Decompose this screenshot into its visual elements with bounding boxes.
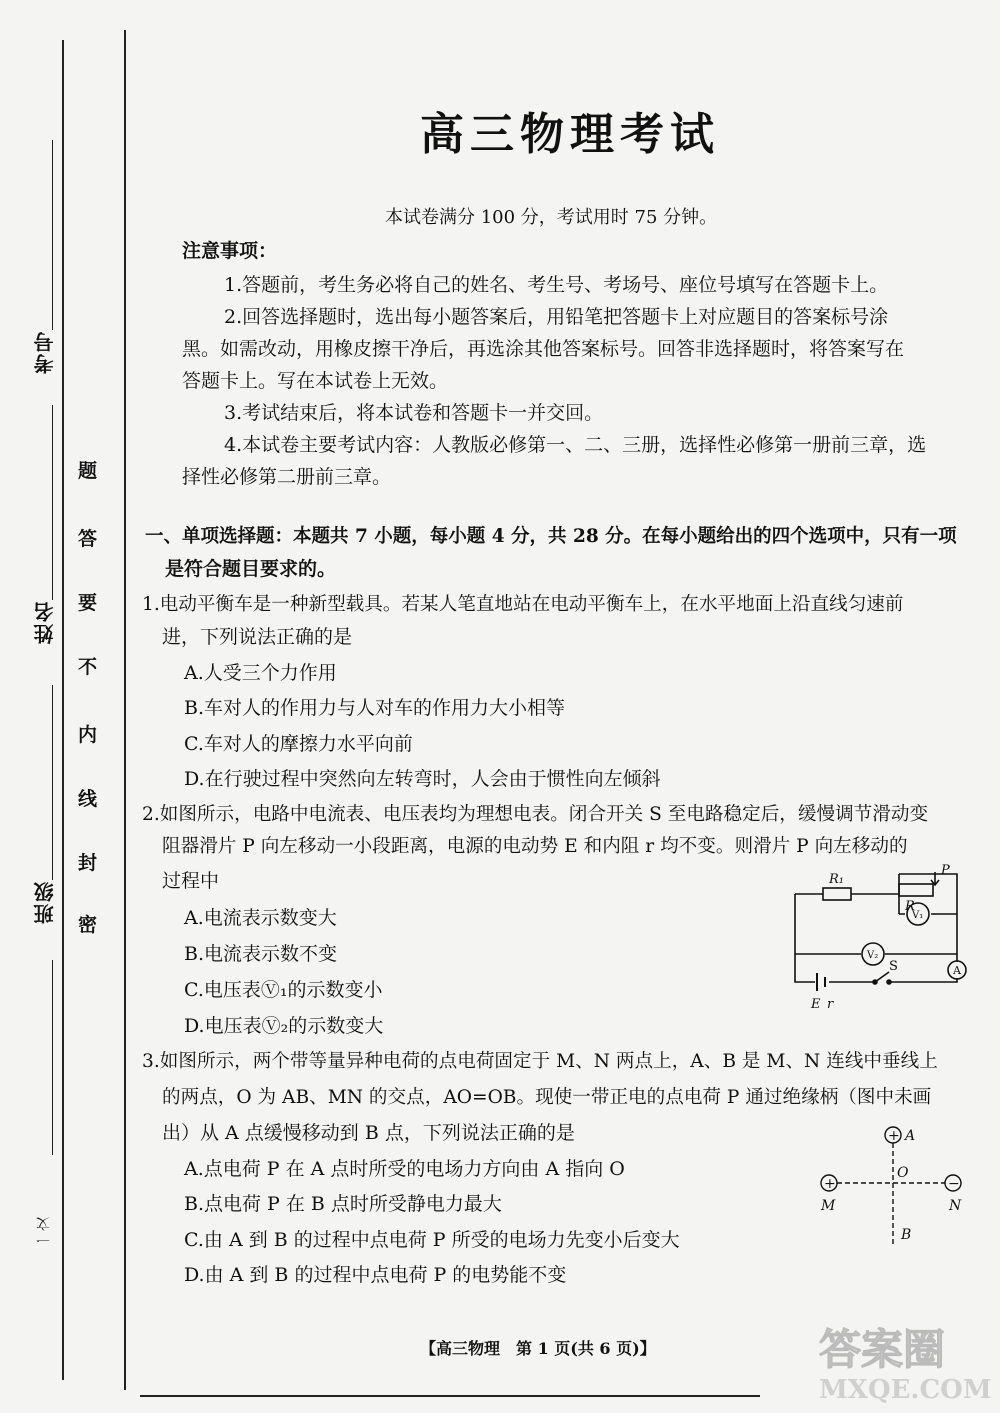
kaohao-label: 考号	[33, 330, 57, 374]
seal-char: 答	[78, 528, 98, 550]
label-r-internal: r	[827, 997, 834, 1012]
notice-line: 答题卡上。写在本试卷上无效。	[182, 370, 449, 392]
xingming-label: 姓名	[33, 600, 57, 644]
q2-stem: 2.如图所示，电路中电流表、电压表均为理想电表。闭合开关 S 至电路稳定后，缓慢调节滑动变	[142, 804, 929, 825]
exam-subtitle: 本试卷满分 100 分，考试用时 75 分钟。	[385, 207, 718, 228]
margin-inner-line	[124, 30, 126, 1390]
notice-line: 1.答题前，考生务必将自己的姓名、考生号、考场号、座位号填写在答题卡上。	[224, 274, 889, 296]
q1-option-c: C.车对人的摩擦力水平向前	[184, 733, 413, 755]
notice-line: 黑。如需改动，用橡皮擦干净后，再选涂其他答案标号。回答非选择题时，将答案写在	[182, 338, 905, 360]
side-mark: 一文	[36, 1215, 52, 1247]
page-title: 高三物理考试	[420, 109, 720, 160]
q3-stem: 的两点，O 为 AB、MN 的交点，AO=OB。现使一带正电的点电荷 P 通过绝缘柄（图中未画	[162, 1087, 932, 1108]
q2-stem: 过程中	[162, 870, 220, 892]
seal-char: 题	[78, 460, 98, 482]
seal-char: 封	[78, 852, 98, 874]
section-heading: 一、单项选择题：本题共 7 小题，每小题 4 分，共 28 分。在每小题给出的四个选项中，只有一项	[145, 526, 957, 547]
seal-char: 内	[78, 724, 98, 746]
seal-char: 不	[78, 656, 98, 678]
watermark-text: 答案圈	[819, 1325, 946, 1374]
notice-line: 择性必修第二册前三章。	[182, 466, 392, 488]
q3-option-a: A.点电荷 P 在 A 点时所受的电场力方向由 A 指向 O	[184, 1158, 625, 1180]
label-b-point: B	[901, 1227, 912, 1243]
label-s: S	[889, 959, 898, 974]
label-r1: R₁	[829, 872, 844, 887]
circuit-diagram	[785, 858, 975, 1018]
xingming-blank-line	[52, 405, 53, 600]
label-n-point: N	[949, 1198, 962, 1214]
page-footer: 【高三物理 第 1 页(共 6 页)】	[420, 1339, 656, 1358]
label-p: P	[941, 863, 950, 878]
q2-option-a: A.电流表示数变大	[184, 907, 337, 929]
footer-rule	[140, 1395, 760, 1397]
q2-option-b: B.电流表示数不变	[184, 943, 338, 965]
label-o-point: O	[897, 1165, 909, 1181]
notice-line: 4.本试卷主要考试内容：人教版必修第一、二、三册，选择性必修第一册前三章，选	[224, 434, 927, 456]
resistor-r1	[823, 888, 851, 900]
sign-n: −	[948, 1176, 960, 1192]
label-a: A	[953, 964, 961, 977]
seal-char: 要	[78, 592, 98, 614]
watermark-url: MXQE.COM	[819, 1375, 992, 1405]
q2-stem: 阻器滑片 P 向左移动一小段距离，电源的电动势 E 和内阻 r 均不变。则滑片 P 向左移动的	[162, 836, 908, 857]
watermark-logo	[805, 1320, 995, 1405]
label-r: R	[905, 899, 915, 914]
notice-line: 2.回答选择题时，选出每小题答案后，用铅笔把答题卡上对应题目的答案标号涂	[224, 306, 889, 328]
charge-diagram	[805, 1115, 975, 1265]
seal-char: 密	[78, 914, 98, 936]
label-v1: V₁	[912, 910, 924, 921]
school-blank-line	[52, 960, 53, 1155]
sign-m: +	[824, 1176, 836, 1192]
rheostat-r	[899, 884, 933, 896]
label-v2: V₂	[867, 950, 879, 961]
label-m-point: M	[821, 1198, 836, 1214]
sign-a: +	[888, 1128, 900, 1144]
q1-option-d: D.在行驶过程中突然向左转弯时，人会由于惯性向左倾斜	[184, 768, 661, 790]
kaohao-blank-line	[52, 140, 53, 330]
label-a-point: A	[905, 1128, 916, 1144]
section-heading-cont: 是符合题目要求的。	[165, 558, 337, 580]
q1-stem: 1.电动平衡车是一种新型载具。若某人笔直地站在电动平衡车上，在水平地面上沿直线匀速前	[142, 594, 904, 615]
label-e: E	[811, 997, 821, 1012]
battery-icon	[817, 973, 825, 991]
banji-blank-line	[52, 685, 53, 880]
notice-line: 3.考试结束后，将本试卷和答题卡一并交回。	[224, 402, 604, 424]
q1-stem: 进，下列说法正确的是	[162, 626, 353, 648]
banji-label: 班级	[33, 880, 57, 924]
q3-stem: 3.如图所示，两个带等量异种电荷的点电荷固定于 M、N 两点上，A、B 是 M、N 连线中垂线上	[142, 1051, 938, 1072]
q1-option-b: B.车对人的作用力与人对车的作用力大小相等	[184, 697, 566, 719]
notice-heading: 注意事项：	[182, 240, 278, 262]
q2-option-c: C.电压表Ⓥ₁的示数变小	[184, 979, 383, 1001]
q2-option-d: D.电压表Ⓥ₂的示数变大	[184, 1015, 384, 1037]
seal-char: 线	[78, 788, 98, 810]
q3-option-d: D.由 A 到 B 的过程中点电荷 P 的电势能不变	[184, 1264, 567, 1286]
margin-outer-line	[62, 40, 64, 1380]
binding-margin	[0, 0, 125, 1413]
q3-stem: 出）从 A 点缓慢移动到 B 点，下列说法正确的是	[162, 1122, 575, 1144]
q3-option-c: C.由 A 到 B 的过程中点电荷 P 所受的电场力先变小后变大	[184, 1229, 680, 1251]
q1-option-a: A.人受三个力作用	[184, 662, 337, 684]
q3-option-b: B.点电荷 P 在 B 点时所受静电力最大	[184, 1193, 502, 1215]
